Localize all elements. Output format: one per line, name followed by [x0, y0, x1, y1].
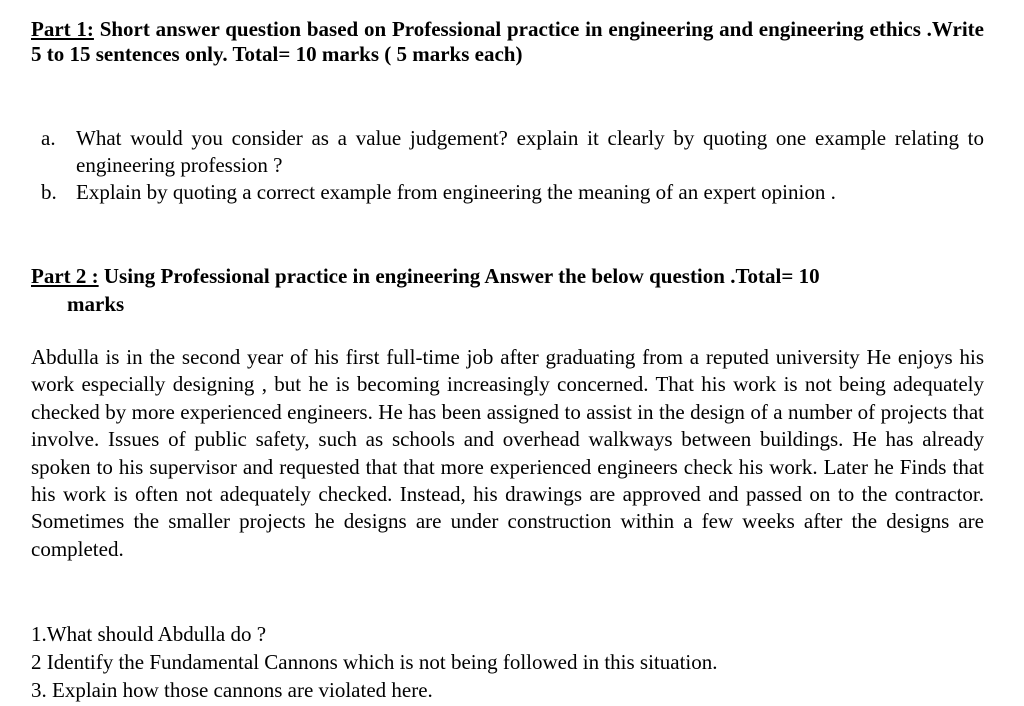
question-text: Explain by quoting a correct example from engineering the meaning of an expert opinion . [76, 180, 836, 204]
question-text: What would you consider as a value judgement? explain it clearly by quoting one example relating to engineering profession ? [76, 126, 984, 177]
part2-heading-continuation: marks [67, 292, 125, 316]
part1-label: Part 1: [31, 17, 94, 41]
scenario-paragraph: Abdulla is in the second year of his first full-time job after graduating from a reputed university He enjoys his work especially designing , but he is becoming increasingly concerned. That his work is not being adequately checked by more experienced engineers. He has been assigned to assist in the design of a number of projects that involve. Issues of public safety, such as schools and overhead walkways between buildings. He has already spoken to his supervisor and requested that that more experienced engineers check his work. Later he Finds that his work is often not adequately checked. Instead, his drawings are approved and passed on to the contractor. Sometimes the smaller projects he designs are under construction within a few weeks after the designs are completed. [31, 345, 984, 561]
part1-heading-text: Short answer question based on Professional practice in engineering and engineering ethics .Write 5 to 15 sentences only. Total= 10 marks ( 5 marks each) [31, 17, 984, 66]
part2-heading-text: Using Professional practice in engineering Answer the below question .Total= 10 [103, 264, 820, 288]
part2-heading [31, 262, 984, 318]
part1-question-b [31, 179, 984, 206]
part2-question-2: 2 Identify the Fundamental Cannons which is not being followed in this situation. [31, 650, 718, 674]
question-marker: b. [41, 180, 57, 204]
part2-question-1: 1.What should Abdulla do ? [31, 622, 267, 646]
part2-question-3: 3. Explain how those cannons are violated here. [31, 678, 433, 702]
part1-question-a [31, 125, 984, 179]
part2-question-list [31, 620, 984, 704]
part1-heading [31, 17, 984, 67]
part1-question-list [31, 125, 984, 206]
question-marker: a. [41, 126, 56, 150]
part2-label: Part 2 : [31, 264, 99, 288]
